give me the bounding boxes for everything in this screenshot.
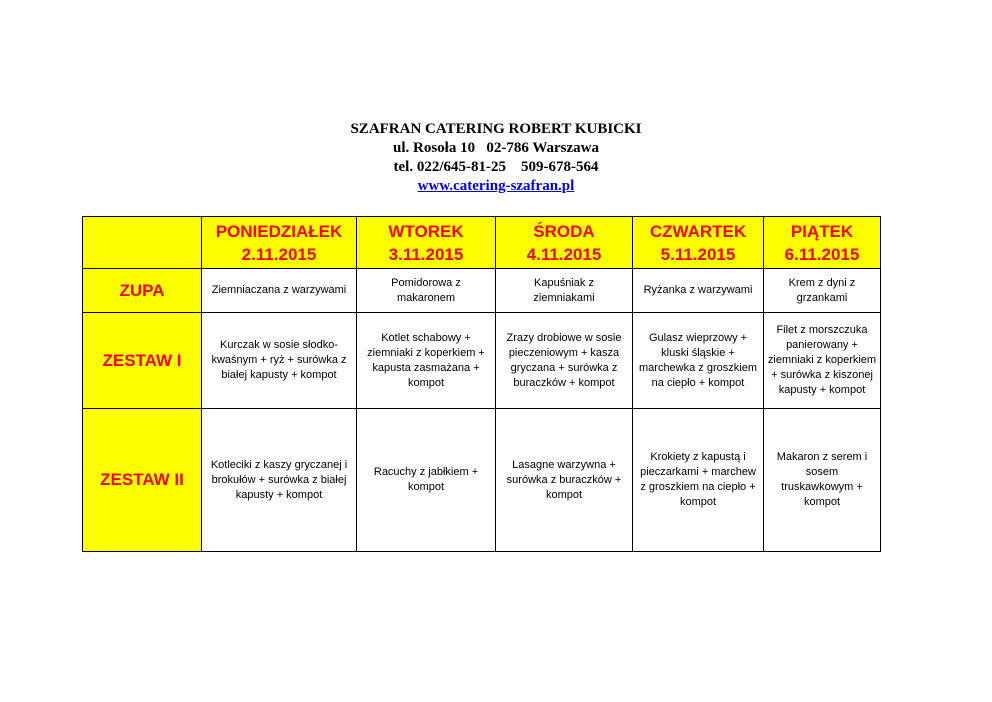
dish-cell (764, 269, 881, 313)
company-header (0, 120, 992, 196)
set-two-row (83, 409, 881, 552)
dish-cell (357, 269, 496, 313)
days-header-row (83, 217, 881, 269)
dish-cell (202, 313, 357, 409)
day-name: ŚRODA (533, 221, 595, 241)
weekly-menu-table (82, 216, 881, 552)
day-date: 4.11.2015 (526, 244, 602, 264)
company-phone: tel. 022/645-81-25 509-678-564 (393, 159, 599, 175)
dish-cell (633, 269, 764, 313)
dish-cell (633, 409, 764, 552)
dish-cell (496, 313, 633, 409)
dish-text: Kapuśniak z ziemniakami (533, 276, 595, 304)
row-label-set-one: ZESTAW I (83, 313, 202, 409)
dish-text: Filet z morszczuka panierowany + ziemniaki z koperkiem + surówka z kiszonej kapusty + kompot (767, 324, 877, 396)
dish-cell (202, 269, 357, 313)
company-name: SZAFRAN CATERING ROBERT KUBICKI (350, 121, 642, 137)
dish-cell (764, 313, 881, 409)
day-date: 6.11.2015 (784, 244, 860, 264)
dish-cell (357, 313, 496, 409)
dish-text: Kotlet schabowy + ziemniaki z koperkiem + kapusta zasmażana + kompot (367, 331, 485, 389)
dish-text: Kurczak w sosie słodko-kwaśnym + ryż + surówka z białej kapusty + kompot (211, 339, 347, 381)
dish-cell (633, 313, 764, 409)
day-header-thursday (633, 217, 764, 269)
dish-cell (496, 409, 633, 552)
day-header-wednesday (496, 217, 633, 269)
dish-cell (764, 409, 881, 552)
day-name: PONIEDZIAŁEK (215, 221, 343, 241)
day-header-tuesday (357, 217, 496, 269)
day-name: CZWARTEK (649, 221, 747, 241)
dish-text: Krokiety z kapustą i pieczarkami + marchew z groszkiem na ciepło + kompot (640, 451, 756, 508)
dish-cell (202, 409, 357, 552)
dish-text: Ryżanka z warzywami (643, 284, 753, 296)
website-link[interactable]: www.catering-szafran.pl (417, 178, 575, 194)
dish-text: Lasagne warzywna + surówka z buraczków + kompot (506, 458, 622, 501)
row-label-soup: ZUPA (83, 269, 202, 313)
row-label-set-two: ZESTAW II (83, 409, 202, 552)
day-date: 3.11.2015 (388, 244, 464, 264)
day-name: WTOREK (388, 221, 464, 241)
dish-text: Ziemniaczana z warzywami (211, 284, 347, 296)
day-header-monday (202, 217, 357, 269)
dish-text: Racuchy z jabłkiem + kompot (373, 466, 479, 493)
company-address: ul. Rosoła 10 02-786 Warszawa (393, 140, 599, 156)
dish-text: Krem z dyni z grzankami (788, 276, 856, 304)
day-name: PIĄTEK (790, 221, 854, 241)
dish-text: Makaron z serem i sosem truskawkowym + kompot (776, 451, 868, 508)
dish-text: Kotleciki z kaszy gryczanej i brokułów + surówka z białej kapusty + kompot (210, 458, 348, 501)
corner-cell (83, 217, 202, 269)
day-date: 2.11.2015 (241, 244, 317, 264)
day-header-friday (764, 217, 881, 269)
soup-row (83, 269, 881, 313)
dish-text: Pomidorowa z makaronem (391, 276, 461, 304)
dish-cell (357, 409, 496, 552)
dish-cell (496, 269, 633, 313)
day-date: 5.11.2015 (660, 244, 736, 264)
dish-text: Zrazy drobiowe w sosie pieczeniowym + kasza gryczana + surówka z buraczków + kompot (506, 331, 622, 389)
dish-text: Gulasz wieprzowy + kluski śląskie + marchewka z groszkiem na ciepło + kompot (639, 331, 757, 389)
set-one-row (83, 313, 881, 409)
